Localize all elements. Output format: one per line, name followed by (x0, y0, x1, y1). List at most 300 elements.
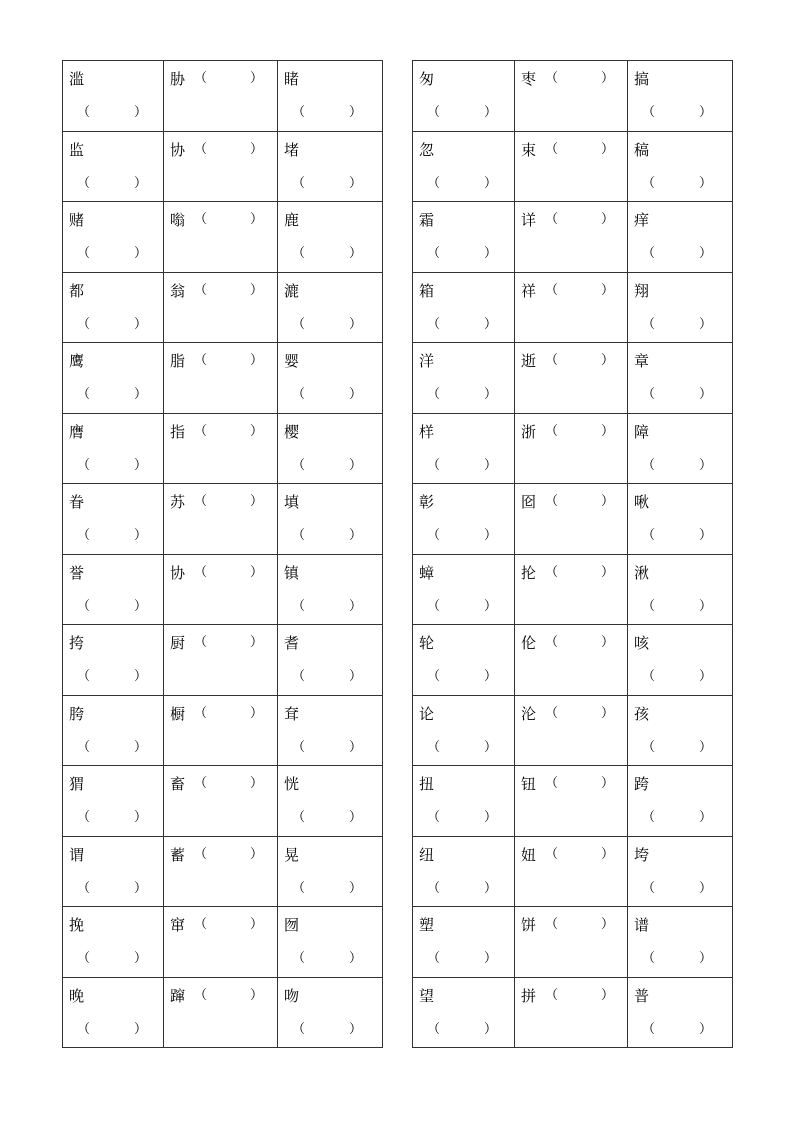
pinyin-blank-close-paren: ） (250, 423, 264, 439)
pinyin-blank-close-paren: ） (484, 669, 498, 684)
right-cell-col2 (515, 907, 628, 978)
character: 伦 (521, 634, 537, 652)
pinyin-blank-close-paren: ） (250, 494, 264, 509)
character: 窜 (170, 916, 186, 934)
left-cell-col2 (164, 61, 278, 132)
pinyin-blank-open-paren: （ (77, 880, 91, 896)
character: 滥 (69, 70, 85, 88)
right-table-row (413, 977, 733, 1048)
pinyin-blank-open-paren: （ (194, 917, 208, 932)
left-cell-col3 (278, 977, 383, 1048)
pinyin-blank-close-paren: ） (349, 669, 363, 684)
character: 眷 (69, 493, 85, 511)
pinyin-blank-close-paren: ） (484, 528, 498, 543)
character: 样 (419, 422, 435, 441)
character: 稿 (634, 140, 650, 159)
right-cell-col1 (413, 625, 515, 696)
character: 樱 (284, 422, 300, 441)
pinyin-blank-open-paren: （ (77, 175, 91, 191)
character: 嗡 (170, 211, 186, 229)
left-cell-col2 (164, 272, 278, 343)
pinyin-blank-open-paren: （ (427, 316, 441, 332)
pinyin-blank-close-paren: ） (699, 669, 713, 684)
pinyin-blank-open-paren: （ (545, 564, 559, 580)
right-table-row (413, 343, 733, 414)
left-cell-col3 (278, 554, 383, 625)
right-cell-col1 (413, 554, 515, 625)
right-cell-col3 (628, 554, 733, 625)
pinyin-blank-close-paren: ） (349, 387, 363, 402)
pinyin-blank-open-paren: （ (194, 282, 208, 298)
pinyin-blank-open-paren: （ (545, 353, 559, 368)
right-cell-col1 (413, 272, 515, 343)
character: 晃 (284, 845, 300, 864)
character: 囵 (521, 493, 537, 511)
pinyin-blank-close-paren: ） (250, 564, 264, 580)
pinyin-blank-open-paren: （ (77, 246, 91, 261)
pinyin-blank-open-paren: （ (194, 635, 208, 650)
right-cell-col1 (413, 977, 515, 1048)
character: 镇 (284, 563, 300, 582)
pinyin-blank-close-paren: ） (134, 457, 148, 473)
left-cell-col3 (278, 766, 383, 837)
pinyin-blank-close-paren: ） (601, 212, 615, 227)
right-cell-col3 (628, 343, 733, 414)
left-table-row (63, 695, 383, 766)
pinyin-blank-open-paren: （ (642, 105, 656, 120)
left-cell-col3 (278, 484, 383, 555)
pinyin-blank-close-paren: ） (134, 528, 148, 543)
pinyin-blank-open-paren: （ (292, 387, 306, 402)
pinyin-blank-open-paren: （ (292, 669, 306, 684)
pinyin-blank-close-paren: ） (699, 316, 713, 332)
pinyin-blank-open-paren: （ (642, 669, 656, 684)
character: 耷 (284, 704, 300, 723)
character: 箱 (419, 281, 435, 300)
left-cell-col2 (164, 484, 278, 555)
pinyin-blank-close-paren: ） (134, 175, 148, 191)
character: 漉 (284, 281, 300, 300)
character: 垮 (634, 845, 650, 864)
left-cell-col2 (164, 343, 278, 414)
character: 苏 (170, 493, 186, 511)
pinyin-blank-open-paren: （ (292, 739, 306, 755)
pinyin-blank-close-paren: ） (699, 175, 713, 191)
pinyin-blank-close-paren: ） (601, 987, 615, 1003)
pinyin-blank-close-paren: ） (601, 846, 615, 862)
character: 痒 (634, 211, 650, 229)
pinyin-blank-open-paren: （ (292, 246, 306, 261)
character: 协 (170, 563, 186, 582)
pinyin-blank-close-paren: ） (699, 528, 713, 543)
pinyin-blank-close-paren: ） (699, 951, 713, 966)
pinyin-blank-close-paren: ） (484, 246, 498, 261)
pinyin-blank-close-paren: ） (699, 1021, 713, 1037)
pinyin-blank-close-paren: ） (349, 951, 363, 966)
left-table-row (63, 484, 383, 555)
character: 橱 (170, 704, 186, 723)
pinyin-blank-close-paren: ） (699, 739, 713, 755)
right-cell-col2 (515, 131, 628, 202)
pinyin-blank-close-paren: ） (349, 457, 363, 473)
right-cell-col3 (628, 413, 733, 484)
right-cell-col1 (413, 907, 515, 978)
left-cell-col1 (63, 484, 164, 555)
character: 吻 (284, 986, 300, 1005)
pinyin-blank-close-paren: ） (349, 246, 363, 261)
left-cell-col2 (164, 625, 278, 696)
character: 束 (521, 140, 537, 159)
character: 脂 (170, 352, 186, 370)
pinyin-blank-open-paren: （ (292, 528, 306, 543)
right-cell-col2 (515, 202, 628, 273)
pinyin-blank-close-paren: ） (349, 739, 363, 755)
character: 誉 (69, 563, 85, 582)
character: 指 (170, 422, 186, 441)
right-cell-col3 (628, 977, 733, 1048)
pinyin-blank-close-paren: ） (484, 457, 498, 473)
character: 章 (634, 352, 650, 370)
character: 拼 (521, 986, 537, 1005)
character: 都 (69, 281, 85, 300)
right-table-row (413, 695, 733, 766)
character: 鹰 (69, 352, 85, 370)
pinyin-blank-close-paren: ） (134, 810, 148, 825)
right-cell-col1 (413, 61, 515, 132)
pinyin-blank-close-paren: ） (250, 141, 264, 157)
character: 洋 (419, 352, 435, 370)
left-character-table (62, 60, 383, 1048)
pinyin-blank-close-paren: ） (601, 282, 615, 298)
character: 忽 (419, 140, 435, 159)
character: 挽 (69, 916, 85, 934)
pinyin-blank-open-paren: （ (427, 387, 441, 402)
pinyin-blank-open-paren: （ (194, 846, 208, 862)
pinyin-blank-open-paren: （ (545, 846, 559, 862)
right-cell-col3 (628, 836, 733, 907)
character: 障 (634, 422, 650, 441)
right-cell-col2 (515, 695, 628, 766)
character: 睹 (284, 70, 300, 88)
pinyin-blank-open-paren: （ (77, 457, 91, 473)
right-cell-col3 (628, 272, 733, 343)
pinyin-blank-close-paren: ） (601, 141, 615, 157)
pinyin-blank-close-paren: ） (134, 246, 148, 261)
pinyin-blank-open-paren: （ (194, 987, 208, 1003)
left-table-row (63, 836, 383, 907)
pinyin-blank-open-paren: （ (427, 810, 441, 825)
right-table-row (413, 272, 733, 343)
pinyin-blank-close-paren: ） (349, 598, 363, 614)
left-table-row (63, 131, 383, 202)
pinyin-blank-open-paren: （ (77, 1021, 91, 1037)
pinyin-blank-close-paren: ） (601, 564, 615, 580)
pinyin-blank-close-paren: ） (699, 387, 713, 402)
character: 抡 (521, 563, 537, 582)
character: 膺 (69, 422, 85, 441)
pinyin-blank-open-paren: （ (292, 175, 306, 191)
left-table-row (63, 625, 383, 696)
pinyin-blank-close-paren: ） (601, 776, 615, 791)
right-cell-col2 (515, 836, 628, 907)
character: 扭 (419, 775, 435, 793)
right-cell-col1 (413, 413, 515, 484)
left-cell-col2 (164, 836, 278, 907)
character: 搞 (634, 70, 650, 88)
left-cell-col1 (63, 202, 164, 273)
pinyin-blank-close-paren: ） (134, 1021, 148, 1037)
left-cell-col1 (63, 272, 164, 343)
right-table-row (413, 61, 733, 132)
right-cell-col1 (413, 695, 515, 766)
pinyin-blank-open-paren: （ (292, 880, 306, 896)
character: 钮 (521, 775, 537, 793)
right-cell-col2 (515, 413, 628, 484)
left-cell-col3 (278, 695, 383, 766)
pinyin-blank-close-paren: ） (484, 880, 498, 896)
pinyin-blank-open-paren: （ (427, 1021, 441, 1037)
pinyin-blank-close-paren: ） (699, 880, 713, 896)
character: 翔 (634, 281, 650, 300)
pinyin-blank-open-paren: （ (545, 494, 559, 509)
left-cell-col3 (278, 343, 383, 414)
pinyin-blank-close-paren: ） (349, 175, 363, 191)
character: 纽 (419, 845, 435, 864)
right-table-row (413, 484, 733, 555)
right-cell-col3 (628, 484, 733, 555)
right-cell-col3 (628, 766, 733, 837)
left-cell-col1 (63, 695, 164, 766)
pinyin-blank-open-paren: （ (194, 353, 208, 368)
character: 谱 (634, 916, 650, 934)
left-cell-col2 (164, 977, 278, 1048)
pinyin-blank-open-paren: （ (194, 705, 208, 721)
pinyin-blank-close-paren: ） (349, 880, 363, 896)
right-cell-col3 (628, 695, 733, 766)
right-cell-col2 (515, 625, 628, 696)
character: 堵 (284, 140, 300, 159)
pinyin-blank-open-paren: （ (642, 457, 656, 473)
pinyin-blank-close-paren: ） (134, 739, 148, 755)
character: 孩 (634, 704, 650, 723)
pinyin-blank-open-paren: （ (292, 951, 306, 966)
character: 胁 (170, 70, 186, 88)
pinyin-blank-open-paren: （ (292, 810, 306, 825)
pinyin-blank-open-paren: （ (194, 776, 208, 791)
pinyin-blank-open-paren: （ (292, 316, 306, 332)
pinyin-blank-close-paren: ） (250, 212, 264, 227)
right-cell-col3 (628, 61, 733, 132)
character: 厨 (170, 634, 186, 652)
character: 赌 (69, 211, 85, 229)
left-cell-col1 (63, 836, 164, 907)
left-table-row (63, 554, 383, 625)
character: 胯 (69, 704, 85, 723)
pinyin-blank-open-paren: （ (545, 212, 559, 227)
right-table-row (413, 413, 733, 484)
pinyin-blank-close-paren: ） (484, 739, 498, 755)
character: 蓄 (170, 845, 186, 864)
pinyin-blank-open-paren: （ (545, 705, 559, 721)
left-cell-col3 (278, 836, 383, 907)
pinyin-blank-close-paren: ） (484, 316, 498, 332)
pinyin-blank-open-paren: （ (292, 105, 306, 120)
left-cell-col3 (278, 625, 383, 696)
pinyin-blank-open-paren: （ (545, 917, 559, 932)
character: 囫 (284, 916, 300, 934)
left-cell-col3 (278, 131, 383, 202)
character: 望 (419, 986, 435, 1005)
left-cell-col3 (278, 907, 383, 978)
pinyin-blank-close-paren: ） (699, 105, 713, 120)
right-cell-col3 (628, 625, 733, 696)
pinyin-blank-close-paren: ） (134, 951, 148, 966)
pinyin-blank-open-paren: （ (194, 71, 208, 86)
left-table-row (63, 413, 383, 484)
pinyin-blank-open-paren: （ (545, 282, 559, 298)
pinyin-blank-open-paren: （ (545, 71, 559, 86)
left-cell-col1 (63, 131, 164, 202)
right-cell-col2 (515, 61, 628, 132)
pinyin-blank-close-paren: ） (484, 951, 498, 966)
pinyin-blank-open-paren: （ (642, 739, 656, 755)
pinyin-blank-close-paren: ） (134, 880, 148, 896)
character: 塑 (419, 916, 435, 934)
right-cell-col1 (413, 836, 515, 907)
pinyin-blank-close-paren: ） (699, 457, 713, 473)
right-table-row (413, 907, 733, 978)
right-table-row (413, 131, 733, 202)
right-cell-col3 (628, 907, 733, 978)
pinyin-blank-open-paren: （ (194, 141, 208, 157)
character: 饼 (521, 916, 537, 934)
right-cell-col1 (413, 202, 515, 273)
character: 湫 (634, 563, 650, 582)
pinyin-blank-close-paren: ） (349, 810, 363, 825)
character: 啾 (634, 493, 650, 511)
pinyin-blank-open-paren: （ (194, 494, 208, 509)
pinyin-blank-open-paren: （ (545, 423, 559, 439)
pinyin-blank-open-paren: （ (427, 880, 441, 896)
character: 沦 (521, 704, 537, 723)
pinyin-blank-close-paren: ） (601, 353, 615, 368)
character: 匆 (419, 70, 435, 88)
pinyin-blank-open-paren: （ (77, 387, 91, 402)
pinyin-blank-close-paren: ） (484, 598, 498, 614)
left-cell-col1 (63, 977, 164, 1048)
pinyin-blank-open-paren: （ (642, 246, 656, 261)
character: 枣 (521, 70, 537, 88)
pinyin-blank-open-paren: （ (77, 598, 91, 614)
pinyin-blank-open-paren: （ (642, 880, 656, 896)
pinyin-blank-open-paren: （ (194, 212, 208, 227)
pinyin-blank-open-paren: （ (642, 1021, 656, 1037)
pinyin-blank-close-paren: ） (349, 316, 363, 332)
pinyin-blank-open-paren: （ (427, 246, 441, 261)
character: 挎 (69, 634, 85, 652)
pinyin-blank-close-paren: ） (134, 316, 148, 332)
right-cell-col1 (413, 131, 515, 202)
character: 晚 (69, 986, 85, 1005)
character: 填 (284, 493, 300, 511)
right-cell-col2 (515, 554, 628, 625)
pinyin-blank-open-paren: （ (77, 528, 91, 543)
right-table-row (413, 836, 733, 907)
right-cell-col2 (515, 343, 628, 414)
pinyin-blank-close-paren: ） (250, 71, 264, 86)
left-cell-col1 (63, 413, 164, 484)
pinyin-blank-open-paren: （ (642, 528, 656, 543)
pinyin-blank-open-paren: （ (545, 776, 559, 791)
pinyin-blank-open-paren: （ (292, 457, 306, 473)
pinyin-blank-open-paren: （ (427, 669, 441, 684)
pinyin-blank-close-paren: ） (484, 175, 498, 191)
pinyin-blank-open-paren: （ (427, 175, 441, 191)
pinyin-blank-open-paren: （ (642, 316, 656, 332)
left-cell-col3 (278, 272, 383, 343)
character: 跨 (634, 775, 650, 793)
right-cell-col2 (515, 272, 628, 343)
pinyin-blank-close-paren: ） (134, 669, 148, 684)
pinyin-blank-close-paren: ） (134, 105, 148, 120)
pinyin-blank-close-paren: ） (349, 105, 363, 120)
character: 耆 (284, 634, 300, 652)
left-cell-col1 (63, 554, 164, 625)
pinyin-blank-close-paren: ） (484, 387, 498, 402)
pinyin-blank-close-paren: ） (250, 846, 264, 862)
character: 畜 (170, 775, 186, 793)
character: 普 (634, 986, 650, 1005)
pinyin-blank-open-paren: （ (545, 635, 559, 650)
pinyin-blank-open-paren: （ (292, 1021, 306, 1037)
pinyin-blank-open-paren: （ (77, 951, 91, 966)
character: 论 (419, 704, 435, 723)
right-table-row (413, 554, 733, 625)
character: 祥 (521, 281, 537, 300)
right-cell-col2 (515, 484, 628, 555)
right-table-row (413, 766, 733, 837)
pinyin-blank-close-paren: ） (601, 635, 615, 650)
left-cell-col3 (278, 202, 383, 273)
pinyin-blank-close-paren: ） (484, 105, 498, 120)
pinyin-blank-open-paren: （ (642, 951, 656, 966)
left-cell-col3 (278, 413, 383, 484)
right-cell-col1 (413, 343, 515, 414)
right-cell-col1 (413, 484, 515, 555)
pinyin-blank-open-paren: （ (427, 105, 441, 120)
pinyin-blank-open-paren: （ (427, 457, 441, 473)
left-cell-col1 (63, 343, 164, 414)
pinyin-blank-close-paren: ） (250, 705, 264, 721)
left-cell-col1 (63, 907, 164, 978)
pinyin-blank-close-paren: ） (250, 282, 264, 298)
pinyin-blank-open-paren: （ (292, 598, 306, 614)
pinyin-blank-open-paren: （ (427, 598, 441, 614)
left-cell-col1 (63, 625, 164, 696)
left-cell-col3 (278, 61, 383, 132)
pinyin-blank-close-paren: ） (250, 353, 264, 368)
pinyin-blank-open-paren: （ (77, 105, 91, 120)
pinyin-blank-open-paren: （ (77, 669, 91, 684)
right-table-row (413, 625, 733, 696)
pinyin-blank-close-paren: ） (699, 246, 713, 261)
left-table-row (63, 766, 383, 837)
left-table-row (63, 343, 383, 414)
pinyin-blank-close-paren: ） (349, 1021, 363, 1037)
character: 轮 (419, 634, 435, 652)
character: 霜 (419, 211, 435, 229)
character: 妞 (521, 845, 537, 864)
